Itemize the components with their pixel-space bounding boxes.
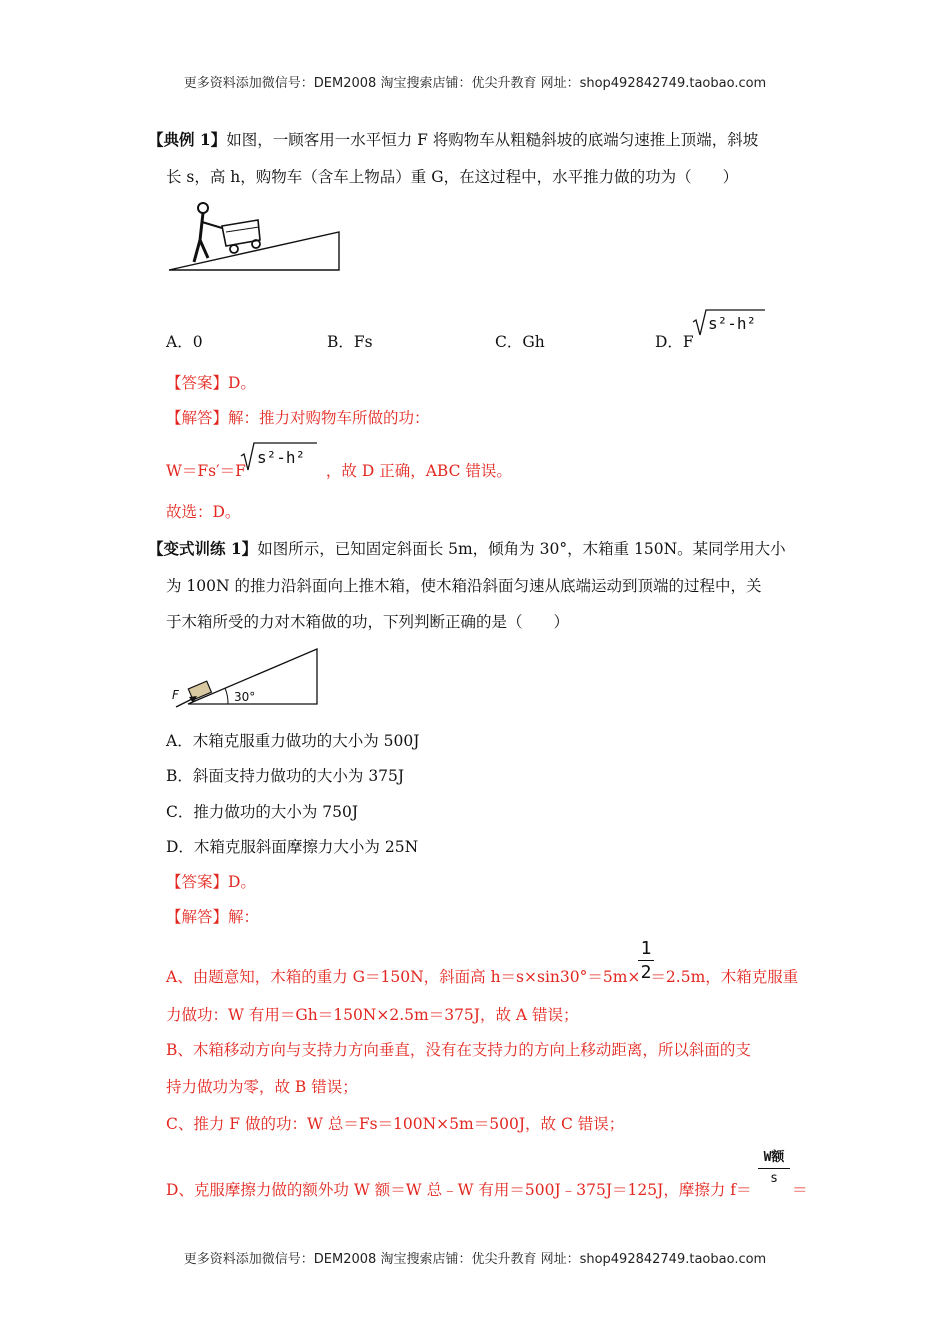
fraction-numerator: 1 — [640, 938, 652, 959]
figure-angle-label: 30° — [234, 690, 256, 704]
variant1-option-d: D．木箱克服斜面摩擦力大小为 25N — [166, 838, 419, 856]
fraction-denominator: s — [770, 1171, 778, 1186]
sqrt-expression: s²-h² — [708, 314, 757, 333]
example1-equation-sqrt — [240, 441, 318, 473]
variant1-tag: 【变式训练 1】 — [148, 539, 258, 558]
example1-question-line2: 长 s，高 h，购物车（含车上物品）重 G，在这过程中，水平推力做的功为（ ） — [166, 168, 739, 186]
sqrt-expression: s²-h² — [257, 448, 306, 467]
variant1-question-line1 — [148, 537, 786, 559]
analysis-label: 【解答】 — [166, 409, 229, 427]
example1-option-c: C．Gh — [495, 333, 545, 351]
example1-choose: 故选：D。 — [166, 503, 241, 521]
variant1-question-line2: 为 100N 的推力沿斜面向上推木箱，使木箱沿斜面匀速从底端运动到顶端的过程中，关 — [166, 577, 762, 595]
analysis-d-equals: ＝ — [792, 1181, 808, 1199]
analysis-b-line2: 持力做功为零，故 B 错误； — [166, 1078, 358, 1096]
variant1-option-c: C．推力做功的大小为 750J — [166, 803, 359, 821]
fraction-bar — [758, 1168, 790, 1169]
example1-analysis — [166, 406, 430, 428]
example1-option-a: A．0 — [166, 333, 203, 351]
equation-prefix: W＝Fs′＝F — [166, 462, 246, 480]
shopping-cart-slope-figure — [166, 198, 346, 274]
analysis-c-line: C、推力 F 做的功：W 总＝Fs＝100N×5m＝500J，故 C 错误； — [166, 1115, 625, 1133]
equation-suffix: ，故 D 正确，ABC 错误。 — [325, 462, 512, 480]
analysis-d-line: D、克服摩擦力做的额外功 W 额＝W 总﹣W 有用＝500J﹣375J＝125J，摩擦力 f＝ — [166, 1181, 752, 1199]
figure-force-label: F — [172, 688, 179, 702]
variant1-answer: 【答案】D。 — [166, 873, 256, 891]
variant1-option-b: B．斜面支持力做功的大小为 375J — [166, 767, 405, 785]
example1-equation — [166, 459, 512, 481]
variant1-question-line3: 于木箱所受的力对木箱做的功，下列判断正确的是（ ） — [166, 613, 570, 631]
variant1-analysis: 【解答】解： — [166, 908, 260, 926]
analysis-a-line2: 力做功：W 有用＝Gh＝150N×2.5m＝375J，故 A 错误； — [166, 1006, 579, 1024]
analysis-a-pre: A、由题意知，木箱的重力 G＝150N，斜面高 h＝s×sin30°＝5m× — [166, 968, 641, 986]
fraction-numerator: W额 — [763, 1150, 785, 1165]
example1-option-d-prefix: D．F — [655, 333, 694, 351]
variant1-text1: 如图所示，已知固定斜面长 5m，倾角为 30°，木箱重 150N。某同学用大小 — [257, 540, 786, 558]
friction-fraction — [758, 1146, 790, 1186]
variant1-option-a: A．木箱克服重力做功的大小为 500J — [166, 732, 420, 750]
half-fraction — [638, 938, 654, 983]
example1-option-d-sqrt — [692, 308, 766, 338]
analysis-a-line1 — [166, 965, 798, 987]
example1-question-line1 — [148, 128, 758, 150]
page-footer: 更多资料添加微信号：DEM2008 淘宝搜索店铺：优尖升教育 网址：shop492842749.taobao.com — [183, 1252, 767, 1267]
fraction-bar — [638, 960, 654, 961]
incline-box-figure — [166, 645, 326, 715]
analysis-a-post: ＝2.5m，木箱克服重 — [650, 968, 799, 986]
example1-answer: 【答案】D。 — [166, 374, 256, 392]
fraction-denominator: 2 — [640, 962, 652, 983]
page-header: 更多资料添加微信号：DEM2008 淘宝搜索店铺：优尖升教育 网址：shop492842749.taobao.com — [183, 76, 767, 91]
analysis-b-line1: B、木箱移动方向与支持力方向垂直，没有在支持力的方向上移动距离，所以斜面的支 — [166, 1041, 751, 1059]
analysis-text: 解：推力对购物车所做的功： — [228, 409, 430, 427]
example1-option-b: B．Fs — [327, 333, 373, 351]
example1-tag: 【典例 1】 — [148, 130, 227, 149]
example1-option-d — [655, 330, 694, 352]
example1-text1: 如图，一顾客用一水平恒力 F 将购物车从粗糙斜坡的底端匀速推上顶端，斜坡 — [226, 131, 759, 149]
